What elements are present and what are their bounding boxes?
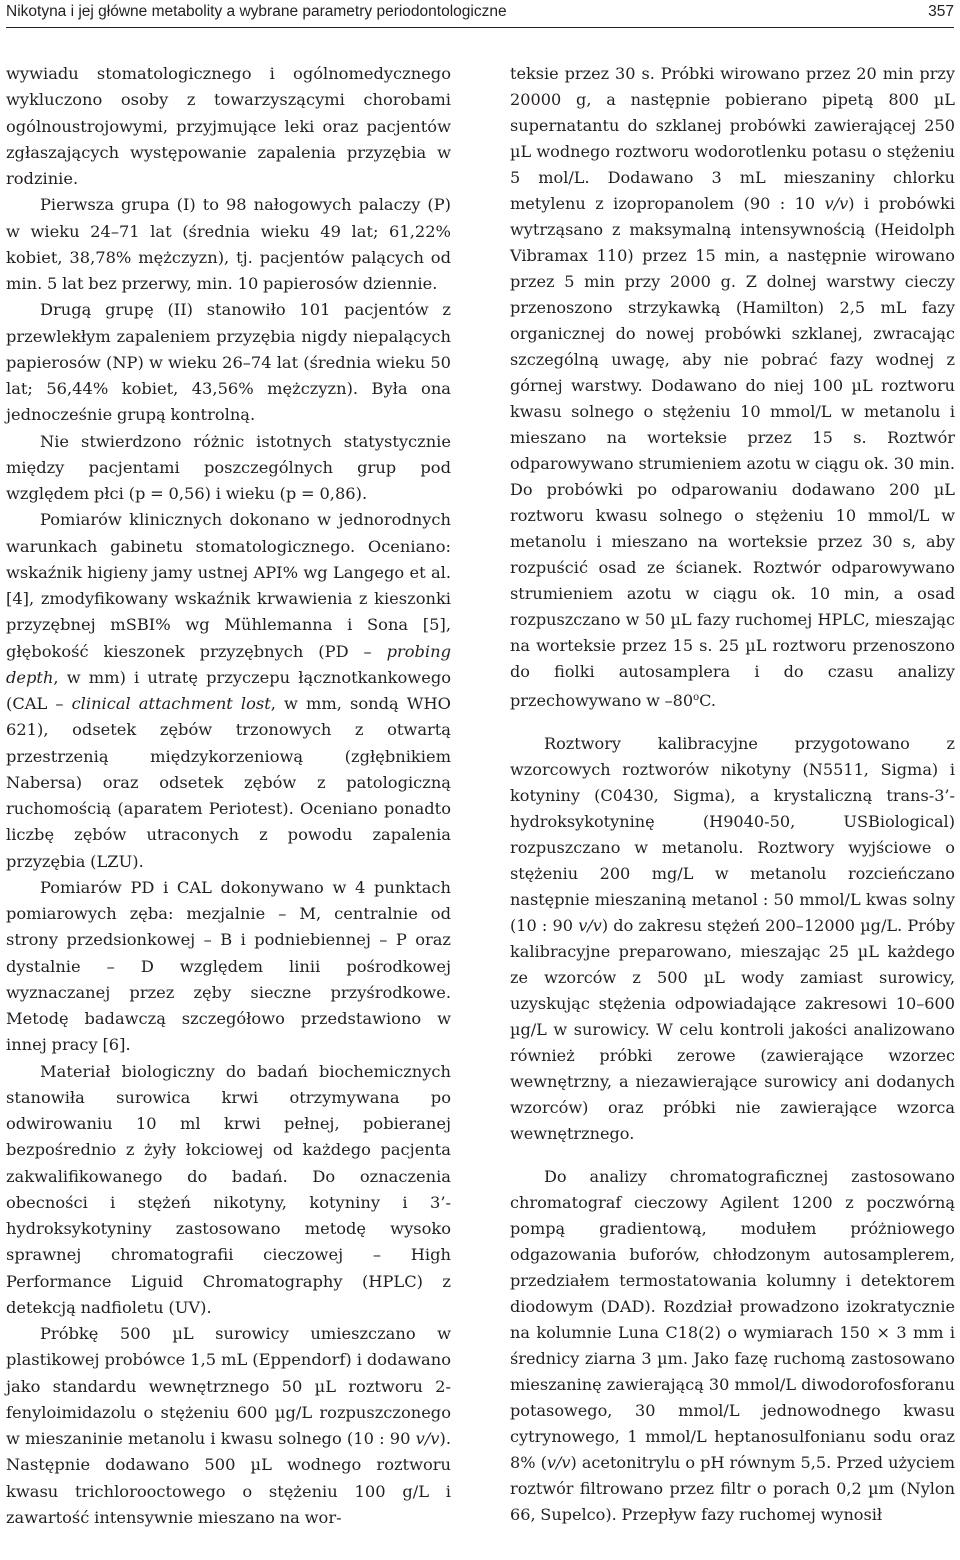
- text-run: Próbkę 500 µL surowicy umieszczano w plastikowej probówce 1,5 mL (Eppendorf) i dodawano jako standardu wewnętrznego 50 µL roztworu 2-fenyloimidazolu o stężeniu 600 µg/L rozpuszczonego w mieszaninie metanolu i kwasu solnego (10 : 90: [6, 1324, 451, 1448]
- text-run: , w mm, sondą WHO 621), odsetek zębów trzonowych z otwartą przestrzenią międzykorzeniową (zgłębnikiem Nabersa) oraz odsetek zębów z patologiczną ruchomością (aparatem Periotest). Oceniano ponadto liczbę zębów utraconych z powodu zapalenia przyzębia (LZU).: [6, 694, 451, 871]
- left-column: [6, 61, 451, 1531]
- paragraph-extraction: [510, 61, 955, 714]
- text-run: ) i probówki wytrząsano z maksymalną intensywnością (Heidolph Vibramax 110) przez 15 min, a następnie wirowano przez 5 min przy 2000 g. Z dolnej warstwy cieczy przenoszono strzykawką (Hamilton) 2,5 mL fazy organicznej do nowej probówki szklanej, zwracając szczególną uwagę, aby nie pobrać fazy wodnej z górnej warstwy. Dodawano do niej 100 µL roztworu kwasu solnego o stężeniu 10 mmol/L w metanolu i mieszano na worteksie przez 15 s. Roztwór odparowywano strumieniem azotu w ciągu ok. 30 min. Do probówki po odparowaniu dodawano 200 µL roztworu kwasu solnego o stężeniu 10 mmol/L w metanolu i mieszano na worteksie przez 30 s, aby rozpuścić osad ze ścianek. Roztwór odparowywano strumieniem azotu w ciągu ok. 10 min, a osad rozpuszczano w 50 µL fazy ruchomej HPLC, mieszając na worteksie przez 15 s. 25 µL roztworu przenoszono do fiolki autosamplera i do czasu analizy przechowywano w –80: [510, 194, 956, 710]
- text-run: ) acetonitrylu o pH równym 5,5. Przed użyciem roztwór filtrowano przez filtr o porach 0,2 µm (Nylon 66, Supelco). Przepływ fazy ruchomej wynosił: [510, 1453, 955, 1524]
- text-run: Roztwory kalibracyjne przygotowano z wzorcowych roztworów nikotyny (N5511, Sigma) i kotyniny (C0430, Sigma), a krystaliczną trans-3’-hydroksykotyninę (H9040-50, USBiological) rozpuszczano w metanolu. Roztwory wyjściowe o stężeniu 200 mg/L w metanolu rozcieńczano następnie mieszaniną metanol : 50 mmol/L kwas solny (10 : 90: [510, 734, 955, 935]
- paragraph-measurement-points: Pomiarów PD i CAL dokonywano w 4 punktach pomiarowych zęba: mezjalnie – M, centralnie od strony przedsionkowej – B i podniebiennej – P oraz dystalnie – D względem linii pośrodkowej wyznaczanej przez zęby sieczne przyśrodkowe. Metodę badawczą szczegółowo przedstawiono w innej pracy [6].: [6, 877, 451, 1055]
- italic-term: v/v: [824, 194, 849, 213]
- italic-term: v/v: [415, 1429, 440, 1448]
- text-run: ) do zakresu stężeń 200–12000 µg/L. Próby kalibracyjne preparowano, mieszając 25 µL każdego ze wzorców z 500 µL wody zamiast surowicy, uzyskując stężenia odpowiadające zakresowi 10–600 µg/L w surowicy. W celu kontroli jakości analizowano również próbki zerowe (zawierające wzorzec wewnętrzny, a niezawierające surowicy ani dodanych wzorców) oraz próbki nie zawierające wzorca wewnętrznego.: [510, 916, 955, 1143]
- italic-term: v/v: [546, 1453, 571, 1472]
- paragraph-statistics: Nie stwierdzono różnic istotnych statystycznie między pacjentami poszczególnych grup pod względem płci (p = 0,56) i wieku (p = 0,86).: [6, 431, 451, 503]
- text-run: teksie przez 30 s. Próbki wirowano przez 20 min przy 20000 g, a następnie pobierano pipetą 800 µL supernatantu do szklanej probówki zawierającej 250 µL wodnego roztworu wodorotlenku potasu o stężeniu 5 mol/L. Dodawano 3 mL mieszaniny chlorku metylenu z izopropanolem (90 : 10: [510, 64, 955, 213]
- italic-term: clinical attachment lost: [71, 694, 271, 713]
- paragraph-biological-material: Materiał biologiczny do badań biochemicznych stanowiła surowica krwi otrzymywana po odwirowaniu 10 ml krwi pełnej, pobieranej bezpośrednio z żyły łokciowej od każdego pacjenta zakwalifikowanego do badań. Do oznaczenia obecności i stężeń nikotyny, kotyniny i 3’-hydroksykotyniny zastosowano metodę wysoko sprawnej chromatografii cieczowej – High Performance Liguid Chromatography (HPLC) z detekcją nadfioletu (UV).: [6, 1061, 451, 1317]
- text-run: Pomiarów klinicznych dokonano w jednorodnych warunkach gabinetu stomatologicznego. Oceniano: wskaźnik higieny jamy ustnej API% wg Langego et al. [4], zmodyfikowany wskaźnik krwawienia z kieszonki przyzębnej mSBI% wg Mühlemanna i Sona [5], głębokość kieszonek przyzębnych (PD –: [6, 510, 451, 661]
- paragraph-clinical-measurements: [6, 507, 451, 875]
- text-run: , w mm) i utratę przyczepu łącznotkankowego (CAL –: [6, 667, 451, 713]
- text-run: C.: [699, 691, 716, 710]
- paragraph-calibration: [510, 731, 955, 1147]
- text-run: Do analizy chromatograficznej zastosowano chromatograf cieczowy Agilent 1200 z poczwórną pompą gradientową, modułem próżniowego odgazowania buforów, chłodzonym autosamplerem, przedziałem termostatowania kolumny i detektorem diodowym (DAD). Rozdział prowadzono izokratycznie na kolumnie Luna C18(2) o wymiarach 150 × 3 mm i średnicy ziarna 3 µm. Jako fazę ruchomą zastosowano mieszaninę zawierającą 30 mmol/L diwodorofosforanu potasowego, 30 mmol/L jednowodnego kwasu cytrynowego, 1 mmol/L heptanosulfonianu sodu oraz 8% (: [510, 1167, 955, 1472]
- paragraph-group-smokers: Pierwsza grupa (I) to 98 nałogowych palaczy (P) w wieku 24–71 lat (średnia wieku 49 lat; 61,22% kobiet, 38,78% mężczyzn), tj. pacjentów palących od min. 5 lat bez przerwy, min. 10 papierosów dziennie.: [6, 195, 451, 293]
- superscript: o: [693, 692, 700, 703]
- paragraph-sample-preparation: [6, 1321, 451, 1531]
- page-number: 357: [928, 3, 954, 20]
- page-header: [6, 0, 954, 28]
- text-run: ). Następnie dodawano 500 µL wodnego roztworu kwasu trichlorooctowego o stężeniu 100 g/L i zawartość intensywnie mieszano na wor-: [6, 1429, 451, 1527]
- paragraph-group-nonsmokers: Drugą grupę (II) stanowiło 101 pacjentów z przewlekłym zapaleniem przyzębia nigdy niepalących papierosów (NP) w wieku 26–74 lat (średnia wieku 50 lat; 56,44% kobiet, 43,56% mężczyzn). Była ona jednocześnie grupą kontrolną.: [6, 300, 451, 425]
- italic-term: probing depth: [6, 641, 451, 687]
- running-title: Nikotyna i jej główne metabolity a wybrane parametry periodontologiczne: [6, 3, 507, 20]
- right-column: [510, 61, 955, 1528]
- paragraph-exclusion-criteria: wywiadu stomatologicznego i ogólnomedycznego wykluczono osoby z towarzyszącymi chorobami ogólnoustrojowymi, przyjmujące leki oraz pacjentów zgłaszających występowanie zapalenia przyzębia w rodzinie.: [6, 64, 451, 188]
- paragraph-chromatography: [510, 1164, 955, 1528]
- italic-term: v/v: [578, 916, 602, 935]
